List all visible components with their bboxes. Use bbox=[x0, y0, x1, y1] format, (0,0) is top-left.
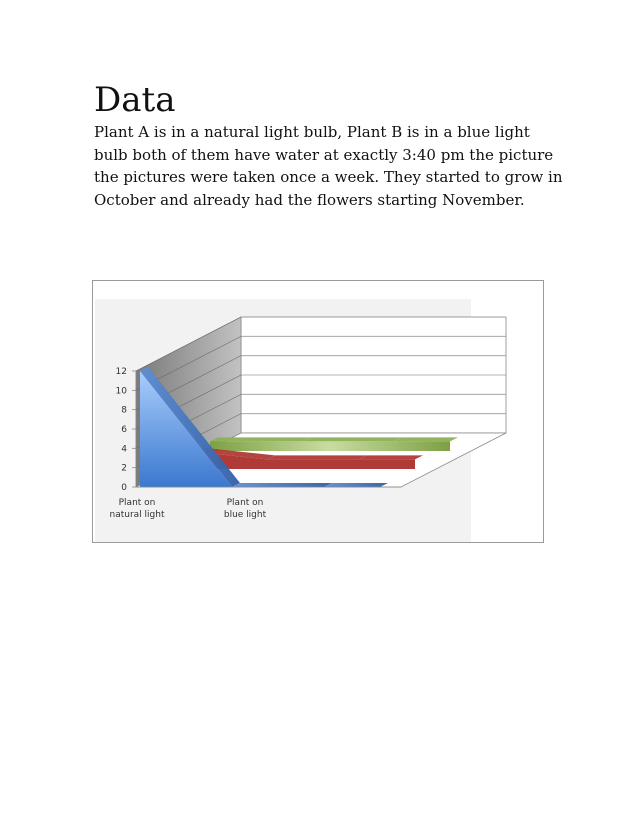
x-tick-label: Plant on blue light bbox=[223, 498, 267, 520]
area-depth-face bbox=[232, 483, 332, 487]
y-tick-label: 10 bbox=[115, 386, 127, 397]
x-tick-label: Plant on natural light bbox=[109, 498, 165, 520]
chart-frame bbox=[92, 280, 544, 543]
y-tick-label: 0 bbox=[121, 483, 127, 493]
y-tick-label: 4 bbox=[121, 444, 127, 455]
area-depth-face bbox=[324, 483, 388, 487]
description-paragraph: Plant A is in a natural light bulb, Plant B is in a blue light bulb both of them have water at exactly 3:40 pm the picture the pictures were taken once a week. They started to grow in October and already had the flowers starting November. bbox=[94, 123, 563, 209]
y-tick-label: 12 bbox=[115, 367, 127, 377]
area-depth-face bbox=[359, 455, 423, 459]
y-tick-label: 8 bbox=[121, 405, 127, 416]
area-depth-face bbox=[302, 437, 402, 441]
area-series-2 bbox=[210, 441, 450, 451]
area-depth-face bbox=[210, 437, 310, 441]
area-depth-face bbox=[267, 455, 367, 459]
area-depth-face bbox=[394, 437, 458, 441]
page-heading: Data bbox=[94, 80, 176, 120]
y-tick-label: 6 bbox=[121, 425, 127, 435]
area-chart bbox=[93, 281, 545, 544]
y-tick-label: 2 bbox=[121, 463, 127, 474]
